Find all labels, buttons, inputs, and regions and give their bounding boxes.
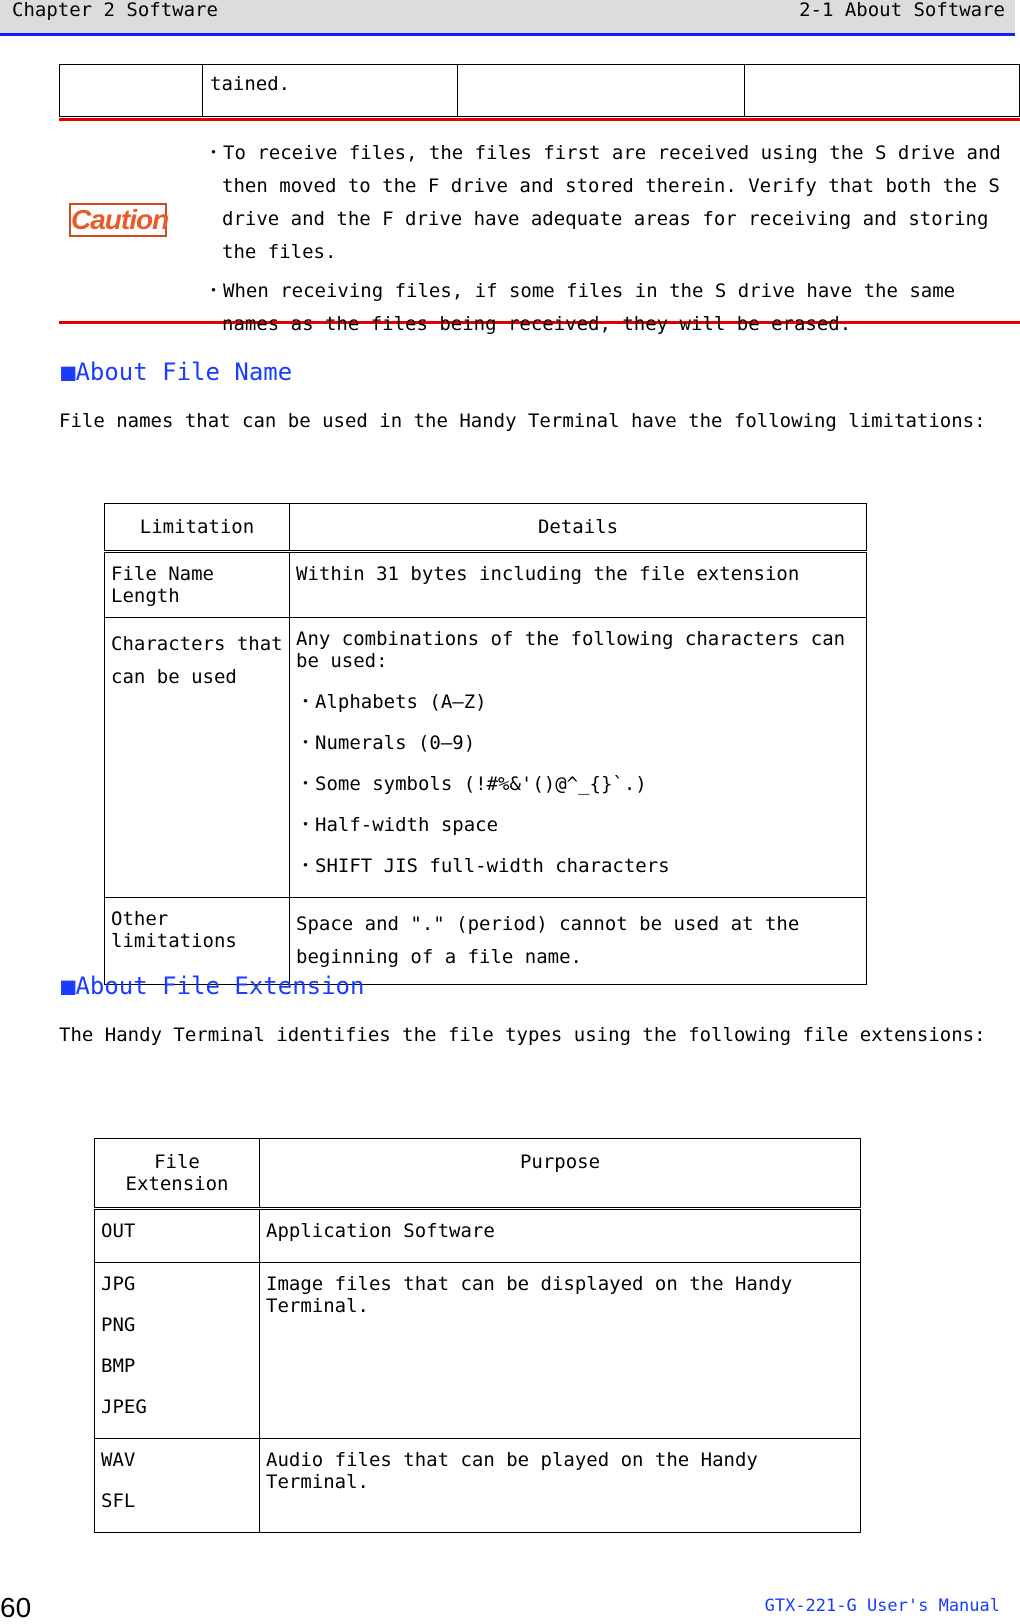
table-cell <box>60 65 203 117</box>
manual-title: GTX-221-G User's Manual <box>764 1596 1000 1616</box>
row-detail <box>290 898 867 985</box>
detail-line: ・Half-width space <box>296 814 499 836</box>
table-header-row <box>95 1139 861 1209</box>
row-label <box>105 618 290 898</box>
caution-badge: Caution <box>71 204 169 235</box>
row-label-text: Characters that can be used <box>111 633 283 688</box>
row-detail <box>290 618 867 898</box>
table-cell: tained. <box>203 65 458 117</box>
detail-line: Any combinations of the following characters can be used: <box>296 628 846 672</box>
ext-line: JPG <box>101 1273 136 1295</box>
detail-line: Space and "." (period) cannot be used at the beginning of a file name. <box>296 913 800 968</box>
table-header-row <box>105 504 867 552</box>
column-header: Purpose <box>260 1139 861 1209</box>
ext-line: BMP <box>101 1355 136 1377</box>
column-header: File Extension <box>95 1139 260 1209</box>
ext-line: WAV <box>101 1449 136 1471</box>
square-bullet-icon: ■ <box>61 972 76 1000</box>
row-detail <box>290 552 867 618</box>
ext-cell <box>95 1209 260 1263</box>
ext-cell <box>95 1439 260 1533</box>
caution-item: ・When receiving files, if some files in the S drive have the same names as the files being received, they will be erased. <box>204 280 956 335</box>
ext-line: SFL <box>101 1490 136 1512</box>
caution-box <box>59 118 1020 335</box>
purpose-cell: Audio files that can be played on the Handy Terminal. <box>260 1439 861 1533</box>
table-row <box>105 618 867 898</box>
file-extension-intro: The Handy Terminal identifies the file types using the following file extensions: <box>59 1024 986 1046</box>
square-bullet-icon: ■ <box>61 358 76 386</box>
page-header <box>0 0 1015 36</box>
detail-line: ・SHIFT JIS full-width characters <box>296 855 670 877</box>
table-cell <box>745 65 1020 117</box>
row-label: File Name Length <box>105 552 290 618</box>
ext-line: JPEG <box>101 1396 147 1418</box>
table-row <box>95 1209 861 1263</box>
detail-line: Within 31 bytes including the file extension <box>296 563 800 585</box>
table-row <box>95 1439 861 1533</box>
column-header: Details <box>290 504 867 552</box>
heading-text: About File Extension <box>75 972 365 1000</box>
ext-line: PNG <box>101 1314 136 1336</box>
caution-list <box>204 137 1004 347</box>
file-name-intro: File names that can be used in the Handy Terminal have the following limitations: <box>59 410 986 432</box>
purpose-cell: Application Software <box>260 1209 861 1263</box>
chapter-title: Chapter 2 Software <box>12 0 218 21</box>
table-row <box>105 552 867 618</box>
section-title: 2-1 About Software <box>799 0 1005 21</box>
column-header: Limitation <box>105 504 290 552</box>
ext-line: OUT <box>101 1220 136 1242</box>
detail-line: ・Alphabets (A–Z) <box>296 691 487 713</box>
table-row <box>95 1263 861 1439</box>
heading-text: About File Name <box>75 358 293 386</box>
file-extension-table <box>94 1138 861 1533</box>
detail-line: ・Some symbols (!#%&'()@^_{}`.) <box>296 773 647 795</box>
ext-cell <box>95 1263 260 1439</box>
table-cell <box>458 65 745 117</box>
file-name-heading <box>61 358 292 386</box>
file-name-table <box>104 503 867 985</box>
page-number: 60 <box>0 1592 32 1623</box>
caution-item: ・To receive files, the files first are received using the S drive and then moved to the F drive and stored therein. Verify that both the S drive and the F drive have adequate areas for receiving and storing the files. <box>204 142 1001 263</box>
continued-table <box>59 64 1020 117</box>
detail-line: ・Numerals (0–9) <box>296 732 476 754</box>
file-extension-heading <box>61 972 364 1000</box>
purpose-cell: Image files that can be displayed on the Handy Terminal. <box>260 1263 861 1439</box>
row-label: Other limitations <box>105 898 290 985</box>
